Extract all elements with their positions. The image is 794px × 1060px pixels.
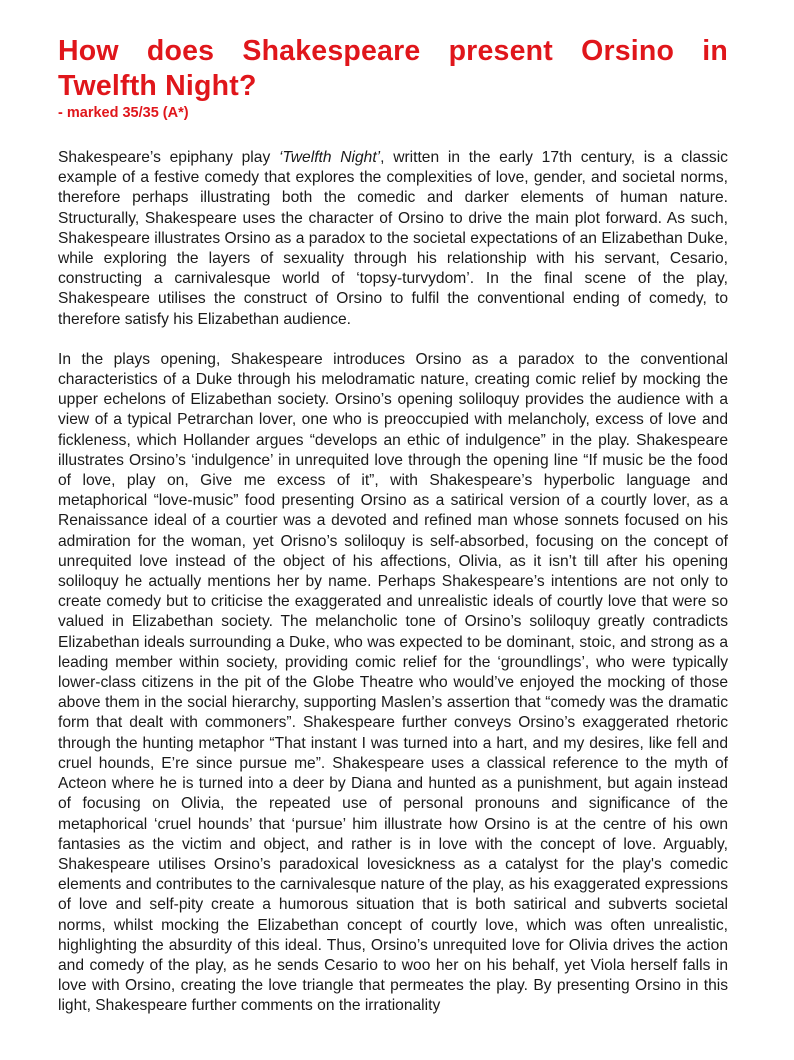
essay-page [58,34,728,1017]
intro-paragraph [58,148,728,330]
intro-body-text: , written in the early 17th century, is a classic example of a festive comedy that explores the complexities of love, gender, and societal norms, therefore perhaps illustrating both the comedic and darker elements of human nature. Structurally, Shakespeare uses the character of Orsino to drive the main plot forward. As such, Shakespeare illustrates Orsino as a paradox to the societal expectations of an Elizabethan Duke, while exploring the layers of sexuality through his relationship with his servant, Cesario, constructing a carnivalesque world of ‘topsy-turvydom’. In the final scene of the play, Shakespeare utilises the construct of Orsino to fulfil the conventional ending of comedy, to therefore satisfy his Elizabethan audience. [58,149,728,328]
opening-analysis-paragraph: In the plays opening, Shakespeare introduces Orsino as a paradox to the conventional characteristics of a Duke through his melodramatic nature, creating comic relief by mocking the upper echelons of Elizabethan society. Orsino’s opening soliloquy provides the audience with a view of a typical Petrarchan lover, one who is preoccupied with melancholy, excess of love and fickleness, which Hollander argues “develops an ethic of indulgence” in the play. Shakespeare illustrates Orsino’s ‘indulgence’ in unrequited love through the opening line “If music be the food of love, play on, Give me excess of it”, with Shakespeare’s hyperbolic language and metaphorical “love-music” food presenting Orsino as a satirical version of a courtly lover, as a Renaissance ideal of a courtier was a devoted and refined man whose sonnets focused on his admiration for the woman, yet Orisno’s soliloquy is self-absorbed, focusing on the concept of unrequited love instead of the object of his affections, Olivia, as it isn’t till after his opening soliloquy he actually mentions her by name. Perhaps Shakespeare’s intentions are not only to create comedy but to criticise the exaggerated and unrealistic ideals of courtly love that were so valued in Elizabethan society. The melancholic tone of Orsino’s soliloquy greatly contradicts Elizabethan ideals surrounding a Duke, who was expected to be dominant, stoic, and strong as a leading member within society, providing comic relief for the ‘groundlings’, who were typically lower-class citizens in the pit of the Globe Theatre who would’ve enjoyed the mocking of those above them in the social hierarchy, supporting Maslen’s assertion that “comedy was the dramatic form that dealt with commoners”. Shakespeare further conveys Orsino’s exaggerated rhetoric through the hunting metaphor “That instant I was turned into a hart, and my desires, like fell and cruel hounds, E’re since pursue me”. Shakespeare uses a classical reference to the myth of Acteon where he is turned into a deer by Diana and hunted as a punishment, but again instead of focusing on Olivia, the repeated use of personal pronouns and significance of the metaphorical ‘cruel hounds’ that ‘pursue’ him illustrate how Orsino is at the centre of his own fantasies as the victim and object, and rather is in love with the concept of love. Arguably, Shakespeare utilises Orsino’s paradoxical lovesickness as a catalyst for the play's comedic elements and contributes to the carnivalesque nature of the play, as his exaggerated expressions of love and self-pity create a humorous situation that is both satirical and subverts societal norms, whilst mocking the Elizabethan concept of courtly love, which was often unrealistic, highlighting the absurdity of this ideal. Thus, Orsino’s unrequited love for Olivia drives the action and comedy of the play, as he sends Cesario to woo her on his behalf, yet Viola herself falls in love with Orsino, creating the love triangle that permeates the play. By presenting Orsino in this light, Shakespeare further comments on the irrationality [58,350,728,1015]
grade-subtitle: - marked 35/35 (A*) [58,105,189,121]
play-title-italic: ‘Twelfth Night’ [278,149,381,166]
intro-lead-text: Shakespeare’s epiphany play [58,149,279,166]
essay-title: How does Shakespeare present Orsino in Twelfth Night? [58,35,728,102]
